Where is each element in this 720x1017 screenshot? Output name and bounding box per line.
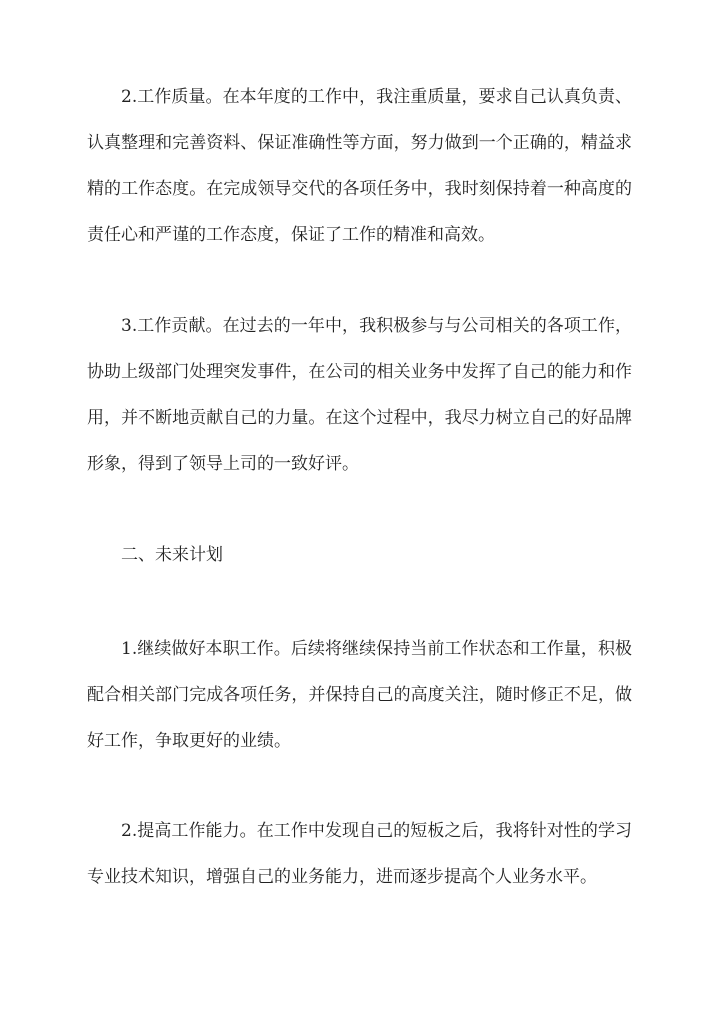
paragraph-plan-1-text: 1.继续做好本职工作。后续将继续保持当前工作状态和工作量，积极配合相关部门完成各项任务，并保持自己的高度关注，随时修正不足，做好工作，争取更好的业绩。 (87, 639, 632, 751)
paragraph-work-contribution-text: 3.工作贡献。在过去的一年中，我积极参与与公司相关的各项工作，协助上级部门处理突发事件，在公司的相关业务中发挥了自己的能力和作用，并不断地贡献自己的力量。在这个过程中，我尽力树立自己的好品牌形象，得到了领导上司的一致好评。 (87, 316, 632, 474)
paragraph-work-contribution (87, 303, 632, 487)
paragraph-plan-2 (87, 808, 632, 900)
paragraph-work-quality-text: 2.工作质量。在本年度的工作中，我注重质量，要求自己认真负责、认真整理和完善资料、保证准确性等方面，努力做到一个正确的，精益求精的工作态度。在完成领导交代的各项任务中，我时刻保持着一种高度的责任心和严谨的工作态度，保证了工作的精准和高效。 (87, 87, 632, 245)
paragraph-plan-1 (87, 626, 632, 764)
paragraph-work-quality (87, 74, 632, 258)
section-heading-future-plan: 二、未来计划 (121, 545, 223, 565)
paragraph-plan-2-text: 2.提高工作能力。在工作中发现自己的短板之后，我将针对性的学习专业技术知识，增强自己的业务能力，进而逐步提高个人业务水平。 (87, 821, 632, 887)
